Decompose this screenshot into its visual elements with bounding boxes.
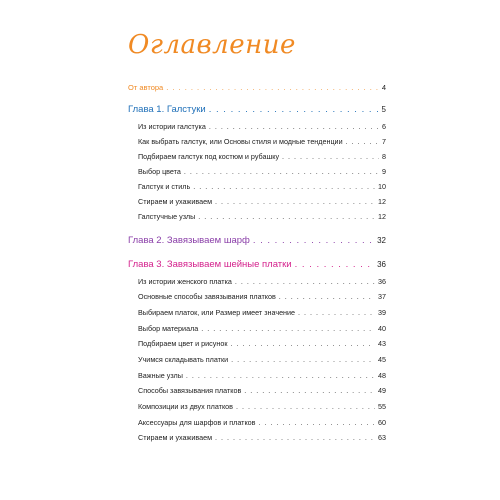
toc-entry-page: 43 xyxy=(378,339,386,348)
leader-dots xyxy=(279,292,375,301)
toc-entry-label: Стираем и ухаживаем xyxy=(138,433,213,442)
chapter-page: 32 xyxy=(377,236,386,245)
toc-chapter-3[interactable] xyxy=(128,259,386,270)
toc-entry-page: 55 xyxy=(378,402,386,411)
toc-chapter-1[interactable] xyxy=(128,104,386,115)
toc-entry-page: 36 xyxy=(378,277,386,286)
toc-entry-page: 4 xyxy=(381,83,386,92)
toc-entry[interactable] xyxy=(128,167,386,176)
toc-entry-page: 49 xyxy=(378,386,386,395)
toc-entry-page: 10 xyxy=(378,182,386,191)
toc-entry[interactable] xyxy=(128,277,386,286)
leader-dots xyxy=(253,235,374,246)
leader-dots xyxy=(298,308,375,317)
toc-entry[interactable] xyxy=(128,308,386,317)
leader-dots xyxy=(166,83,379,92)
leader-dots xyxy=(215,197,375,206)
toc-entry-page: 6 xyxy=(382,122,386,131)
toc-chapter-2[interactable] xyxy=(128,235,386,246)
toc-entry[interactable] xyxy=(128,371,386,380)
toc-entry-page: 8 xyxy=(382,152,386,161)
toc-entry[interactable] xyxy=(128,339,386,348)
leader-dots xyxy=(209,104,379,115)
chapter-title: Глава 2. Завязываем шарф xyxy=(128,235,250,246)
toc-entry-label: Подбираем галстук под костюм и рубашку xyxy=(138,152,280,161)
toc-entry[interactable] xyxy=(128,292,386,301)
leader-dots xyxy=(244,386,375,395)
toc-entry[interactable] xyxy=(128,152,386,161)
toc-entry-label: Выбор материала xyxy=(138,324,199,333)
toc-entry-label: Основные способы завязывания платков xyxy=(138,292,276,301)
toc-entry-page: 63 xyxy=(378,433,386,442)
toc-entry[interactable] xyxy=(128,122,386,131)
toc-entry[interactable] xyxy=(128,386,386,395)
toc-entry-label: Выбор цвета xyxy=(138,167,181,176)
leader-dots xyxy=(193,182,375,191)
toc-entry[interactable] xyxy=(128,182,386,191)
toc-entry-page: 12 xyxy=(378,212,386,221)
leader-dots xyxy=(215,433,375,442)
toc-entry-label: Галстук и стиль xyxy=(138,182,191,191)
leader-dots xyxy=(259,418,375,427)
toc-entry-label: Из истории женского платка xyxy=(138,277,232,286)
toc-entry-page: 37 xyxy=(378,292,386,301)
leader-dots xyxy=(231,339,376,348)
leader-dots xyxy=(235,277,375,286)
leader-dots xyxy=(231,355,375,364)
page-title: Оглавление xyxy=(128,30,296,60)
toc-entry-label: Выбираем платок, или Размер имеет значение xyxy=(138,308,296,317)
toc-entry-page: 40 xyxy=(378,324,386,333)
leader-dots xyxy=(346,137,379,146)
chapter-title: Глава 3. Завязываем шейные платки xyxy=(128,259,292,270)
toc-entry-label: Из истории галстука xyxy=(138,122,206,131)
toc-entry-page: 9 xyxy=(382,167,386,176)
leader-dots xyxy=(201,324,375,333)
toc-entry-label: Композиции из двух платков xyxy=(138,402,233,411)
toc-entry-page: 60 xyxy=(378,418,386,427)
toc-entry[interactable] xyxy=(128,197,386,206)
toc-entry[interactable] xyxy=(128,402,386,411)
toc-entry[interactable] xyxy=(128,212,386,221)
leader-dots xyxy=(198,212,375,221)
toc-entry-label: От автора xyxy=(128,83,164,92)
toc-entry[interactable] xyxy=(128,137,386,146)
toc-entry[interactable] xyxy=(128,324,386,333)
leader-dots xyxy=(295,259,374,270)
toc-entry[interactable] xyxy=(128,355,386,364)
leader-dots xyxy=(184,167,379,176)
leader-dots xyxy=(209,122,379,131)
toc-entry-label: Аксессуары для шарфов и платков xyxy=(138,418,256,427)
toc-entry-label: Подбираем цвет и рисунок xyxy=(138,339,228,348)
toc-entry-label: Галстучные узлы xyxy=(138,212,196,221)
chapter-page: 5 xyxy=(381,105,386,114)
chapter-page: 36 xyxy=(377,260,386,269)
leader-dots xyxy=(186,371,375,380)
toc-entry-label: Стираем и ухаживаем xyxy=(138,197,213,206)
toc-entry[interactable] xyxy=(128,433,386,442)
toc-entry[interactable] xyxy=(128,418,386,427)
toc-entry-label: Учимся складывать платки xyxy=(138,355,229,364)
chapter-title: Глава 1. Галстуки xyxy=(128,104,206,115)
toc-entry-front[interactable] xyxy=(128,83,386,92)
toc-entry-page: 45 xyxy=(378,355,386,364)
toc-entry-label: Способы завязывания платков xyxy=(138,386,242,395)
leader-dots xyxy=(282,152,379,161)
toc-entry-page: 48 xyxy=(378,371,386,380)
toc-entry-label: Как выбрать галстук, или Основы стиля и модные тенденции xyxy=(138,137,343,146)
toc-entry-page: 12 xyxy=(378,197,386,206)
toc-entry-page: 39 xyxy=(378,308,386,317)
leader-dots xyxy=(236,402,375,411)
toc-entry-label: Важные узлы xyxy=(138,371,183,380)
toc-entry-page: 7 xyxy=(382,137,386,146)
